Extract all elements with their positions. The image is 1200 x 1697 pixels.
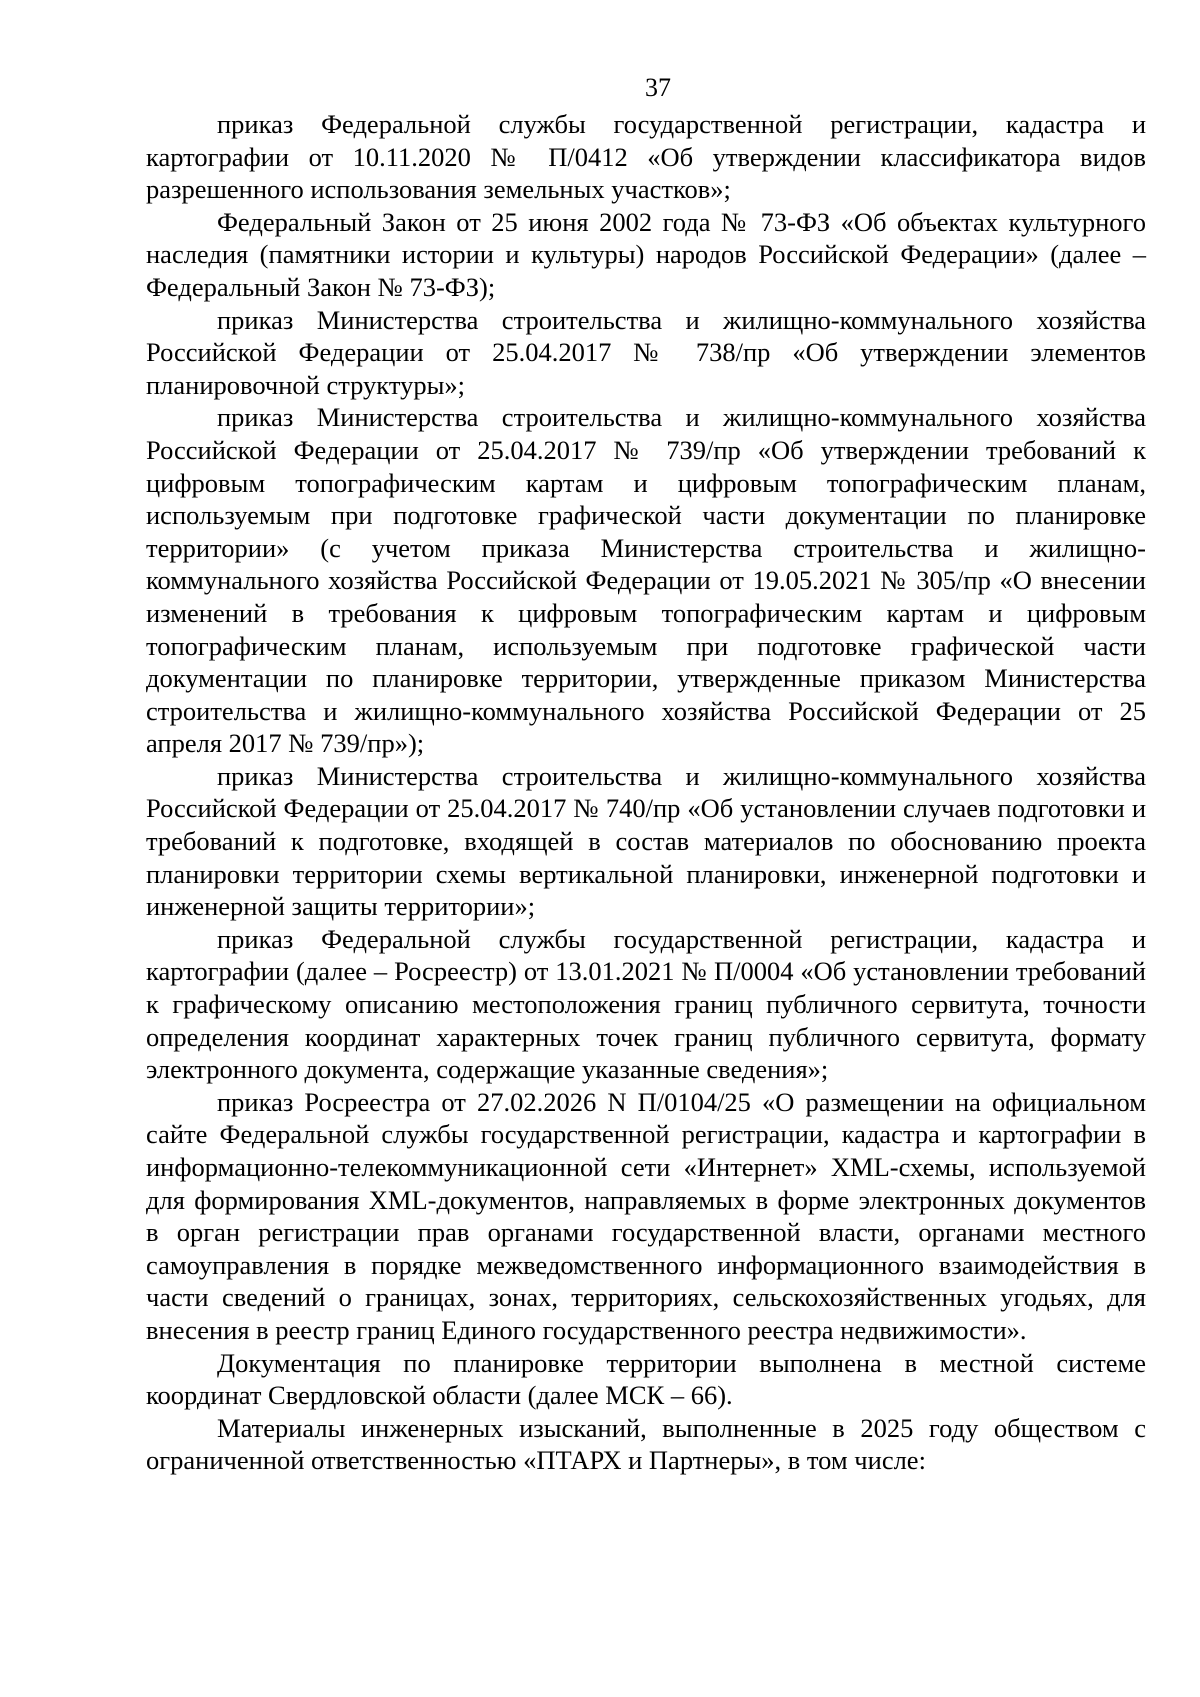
paragraph-order-minstroy-738: приказ Министерства строительства и жилищно-коммунального хозяйства Российской Федерации от 25.04.2017 № 738/пр «Об утверждении элементов планировочной структуры»; [146,304,1146,400]
paragraph-order-rosreestr-p0004: приказ Федеральной службы государственной регистрации, кадастра и картографии (далее – Росреестр) от 13.01.2021 № П/0004 «Об установлении требований к графическому описанию местоположения границ публичного сервитута, точности определения координат характерных точек границ публичного сервитута, формату электронного документа, содержащие указанные сведения»; [146,923,1146,1085]
paragraph-order-minstroy-740: приказ Министерства строительства и жилищно-коммунального хозяйства Российской Федерации от 25.04.2017 № 740/пр «Об установлении случаев подготовки и требований к подготовке, входящей в состав материалов по обоснованию проекта планировки территории схемы вертикальной планировки, инженерной подготовки и инженерной защиты территории»; [146,760,1146,922]
page-number: 37 [645,73,671,102]
paragraph-order-minstroy-739: приказ Министерства строительства и жилищно-коммунального хозяйства Российской Федерации от 25.04.2017 № 739/пр «Об утверждении требований к цифровым топографическим картам и цифровым топографическим планам, используемым при подготовке графической части документации по планировке территории» (с учетом приказа Министерства строительства и жилищно-коммунального хозяйства Российской Федерации от 19.05.2021 № 305/пр «О внесении изменений в требования к цифровым топографическим картам и цифровым топографическим планам, используемым при подготовке графической части документации по планировке территории, утвержденные приказом Министерства строительства и жилищно-коммунального хозяйства Российской Федерации от 25 апреля 2017 № 739/пр»); [146,402,1146,759]
paragraph-engineering-surveys: Материалы инженерных изысканий, выполненные в 2025 году обществом с ограниченной ответственностью «ПТАРХ и Партнеры», в том числе: [146,1412,1146,1476]
document-page [146,72,1146,1477]
paragraph-order-rosreestr-p0104: приказ Росреестра от 27.02.2026 N П/0104/25 «О размещении на официальном сайте Федеральной службы государственной регистрации, кадастра и картографии в информационно-телекоммуникационной сети «Интернет» XML-схемы, используемой для формирования XML-документов, направляемых в форме электронных документов в орган регистрации прав органами государственной власти, органами местного самоуправления в порядке межведомственного информационного взаимодействия в части сведений о границах, зонах, территориях, сельскохозяйственных угодьях, для внесения в реестр границ Единого государственного реестра недвижимости». [146,1086,1146,1345]
paragraph-federal-law-73: Федеральный Закон от 25 июня 2002 года № 73-ФЗ «Об объектах культурного наследия (памятники истории и культуры) народов Российской Федерации» (далее – Федеральный Закон № 73-ФЗ); [146,206,1146,302]
paragraph-order-rosreestr-classifier: приказ Федеральной службы государственной регистрации, кадастра и картографии от 10.11.2020 № П/0412 «Об утверждении классификатора видов разрешенного использования земельных участков»; [146,109,1146,205]
paragraph-coordinate-system: Документация по планировке территории выполнена в местной системе координат Свердловской области (далее МСК – 66). [146,1347,1146,1411]
